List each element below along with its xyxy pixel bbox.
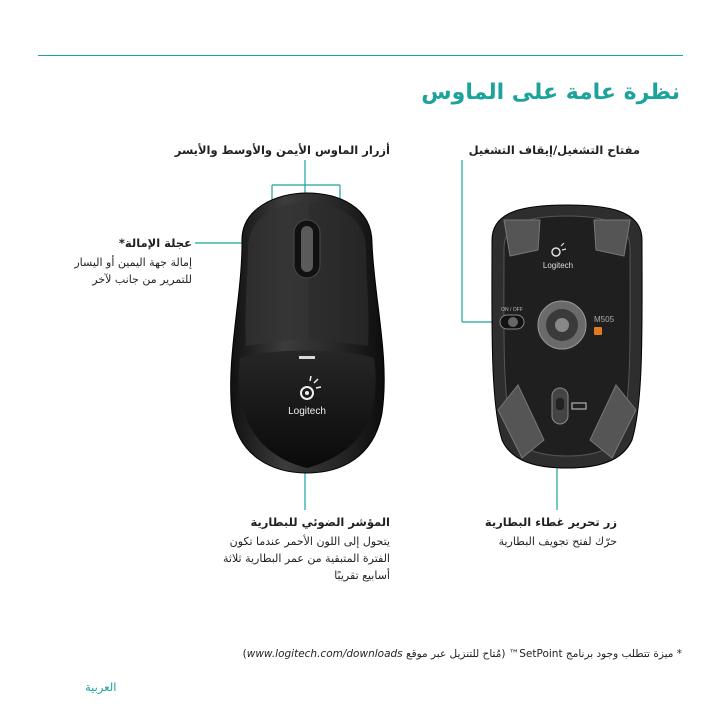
footnote-close: )	[242, 648, 247, 660]
mouse-bottom-view	[482, 200, 652, 470]
footnote-url[interactable]: www.logitech.com/downloads	[246, 648, 403, 660]
tilt-wheel-line-2: للتمرير من جانب لآخر	[92, 273, 192, 286]
logo-text-bottom: Logitech	[542, 261, 574, 270]
battery-led-line-2: الفترة المتبقية من عمر البطارية ثلاثة	[222, 552, 390, 565]
battery-door-callout-title: زر تحرير غطاء البطارية	[484, 515, 617, 529]
battery-door-line-1: حرّك لفتح تجويف البطارية	[498, 535, 617, 548]
footnote	[243, 648, 682, 660]
language-label: العربية	[85, 680, 117, 694]
page-title: نظرة عامة على الماوس	[421, 80, 680, 105]
battery-led-line-3: أسابيع تقريبًا	[334, 569, 390, 582]
tilt-wheel-callout-title: عجلة الإمالة*	[118, 236, 192, 250]
battery-led-line-1: يتحول إلى اللون الأحمر عندما تكون	[229, 535, 390, 548]
logo-text-top: Logitech	[288, 406, 326, 417]
switch-text: ON / OFF	[501, 307, 523, 313]
tilt-wheel-line-1: إمالة جهة اليمين أو اليسار	[74, 256, 192, 269]
footnote-text: * ميزة تتطلب وجود برنامج SetPoint™ (مُتاح للتنزيل عبر موقع	[405, 648, 682, 660]
power-switch-callout-title: مفتاح التشغيل/إيقاف التشغيل	[468, 143, 640, 157]
mouse-top-view	[222, 188, 392, 478]
battery-led-callout-title: المؤشر الضوئي للبطارية	[250, 515, 390, 529]
model-text: M505	[594, 315, 615, 324]
buttons-callout-title: أزرار الماوس الأيمن والأوسط والأيسر	[174, 143, 390, 157]
